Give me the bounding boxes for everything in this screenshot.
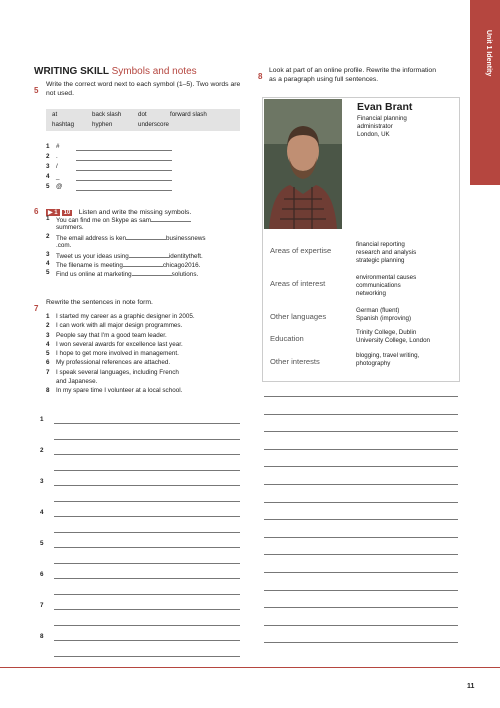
word-option: at [52, 111, 58, 118]
item-number: 7 [46, 368, 50, 376]
item-number: 3 [46, 163, 50, 170]
answer-line[interactable] [54, 485, 240, 486]
item-number: 1 [46, 313, 50, 320]
profile-row-value: German (fluent) [356, 307, 400, 314]
item-number: 7 [40, 602, 44, 609]
item-number: 6 [40, 571, 44, 578]
sentence-text: I started my career as a graphic designer in 2005. [56, 313, 195, 320]
sentence-text: and Japanese. [56, 378, 98, 386]
answer-line[interactable] [54, 423, 240, 424]
exercise-number: 6 [34, 207, 39, 216]
answer-line[interactable] [54, 470, 240, 471]
answer-line[interactable] [54, 516, 240, 517]
symbol: @ [56, 183, 63, 190]
profile-row-label: Other interests [270, 357, 320, 366]
answer-line[interactable] [76, 150, 172, 151]
answer-line[interactable] [54, 609, 240, 610]
exercise-number: 5 [34, 86, 39, 95]
answer-line[interactable] [54, 454, 240, 455]
word-option: hashtag [52, 121, 75, 128]
exercise-number: 8 [258, 72, 263, 81]
word-box [46, 109, 240, 131]
answer-line[interactable] [54, 439, 240, 440]
instruction-text: Rewrite the sentences in note form. [46, 299, 153, 306]
word-option: back slash [92, 111, 122, 118]
sentence-text: The filename is meeting [56, 262, 123, 269]
answer-block [40, 416, 44, 424]
writing-line[interactable] [264, 502, 458, 503]
item-number: 2 [46, 233, 50, 240]
list-item-continued [46, 242, 246, 251]
answer-block [40, 540, 44, 548]
item-number: 4 [46, 340, 50, 348]
writing-line[interactable] [264, 607, 458, 608]
item-number: 5 [40, 540, 44, 547]
word-option: forward slash [170, 111, 207, 118]
symbol: / [56, 163, 58, 170]
writing-line[interactable] [264, 590, 458, 591]
instruction-text: Look at part of an online profile. Rewrite the information [269, 67, 436, 74]
item-number: 6 [46, 359, 50, 367]
list-item [46, 359, 256, 368]
item-number: 1 [40, 416, 44, 423]
sentence-text: I hope to get more involved in management. [56, 350, 179, 358]
instruction-text: as a paragraph using full sentences. [269, 76, 379, 83]
list-item [46, 183, 246, 191]
page-number: 11 [467, 683, 475, 690]
item-number: 2 [40, 447, 44, 454]
profile-row [270, 240, 460, 265]
exercise-8-instruction [258, 66, 468, 84]
profile-role: Financial planning [357, 115, 407, 122]
profile-header [357, 101, 457, 140]
profile-photo [264, 99, 342, 229]
item-number: 2 [46, 322, 50, 330]
answer-line[interactable] [54, 547, 240, 548]
writing-line[interactable] [264, 484, 458, 485]
profile-row-label: Other languages [270, 312, 327, 321]
writing-line[interactable] [264, 519, 458, 520]
list-item [46, 233, 246, 242]
symbol: _ [56, 173, 60, 180]
writing-line[interactable] [264, 449, 458, 450]
item-number: 3 [46, 251, 50, 258]
answer-line[interactable] [54, 640, 240, 641]
list-item-continued [46, 224, 246, 233]
item-number: 8 [40, 633, 44, 640]
instruction-text: Write the correct word next to each symbol (1–5). Two words are not used. [46, 81, 241, 97]
exercise-6-items [46, 215, 246, 278]
list-item [46, 251, 246, 260]
list-item [46, 173, 246, 181]
writing-line[interactable] [264, 414, 458, 415]
answer-block [40, 602, 44, 610]
profile-row [270, 306, 460, 324]
profile-row-label: Education [270, 334, 304, 343]
list-item [46, 269, 246, 278]
list-item-continued [46, 378, 256, 387]
item-number: 5 [46, 350, 50, 358]
writing-line[interactable] [264, 466, 458, 467]
list-item [46, 215, 246, 224]
gap-blank[interactable] [132, 269, 172, 276]
sentence-text: Find us online at marketing [56, 271, 132, 278]
symbol: . [56, 153, 58, 160]
sentence-text: People say that I'm a good team leader. [56, 331, 167, 339]
sentence-text: identitytheft. [168, 253, 203, 260]
instruction-text: Listen and write the missing symbols. [78, 209, 192, 216]
answer-line[interactable] [54, 656, 240, 657]
item-number: 5 [46, 183, 50, 190]
symbol: # [56, 143, 60, 150]
list-item [46, 387, 256, 396]
profile-row-label: Areas of interest [270, 279, 326, 288]
item-number: 3 [40, 478, 44, 485]
sentence-text: .com. [56, 242, 72, 249]
profile-row-value: research and analysis [356, 249, 417, 257]
answer-block [40, 447, 44, 455]
profile-location: London, UK [357, 131, 390, 139]
profile-row [270, 328, 460, 346]
profile-row-value: financial reporting [356, 241, 405, 248]
item-number: 4 [40, 509, 44, 516]
answer-block [40, 509, 44, 517]
answer-line[interactable] [54, 578, 240, 579]
sentence-text: In my spare time I volunteer at a local school. [56, 387, 183, 395]
sentence-text: I speak several languages, including French [56, 368, 179, 376]
sentence-text: Tweet us your ideas using [56, 253, 129, 260]
unit-side-tab [470, 0, 500, 185]
sentence-text: solutions. [171, 271, 199, 278]
writing-line[interactable] [264, 625, 458, 626]
profile-name: Evan Brant [357, 101, 413, 113]
writing-line[interactable] [264, 396, 458, 397]
answer-line[interactable] [76, 170, 172, 171]
heading-sub: Symbols and notes [111, 66, 197, 77]
profile-row-value: environmental causes [356, 274, 417, 281]
profile-role: administrator [357, 123, 393, 131]
gap-blank[interactable] [129, 251, 169, 258]
profile-row-value: strategic planning [356, 257, 405, 265]
list-item [46, 322, 256, 331]
profile-row-value: Trinity College, Dublin [356, 329, 417, 336]
answer-line[interactable] [54, 563, 240, 564]
profile-row [270, 351, 460, 369]
item-number: 1 [46, 143, 50, 150]
item-number: 2 [46, 153, 50, 160]
section-heading [34, 66, 197, 77]
gap-blank[interactable] [151, 215, 191, 222]
answer-line[interactable] [54, 625, 240, 626]
exercise-7-answer-area [40, 416, 245, 666]
list-item [46, 369, 256, 378]
item-number: 4 [46, 260, 50, 267]
profile-row-value: Spanish (improving) [356, 315, 412, 323]
gap-blank[interactable] [123, 260, 163, 267]
list-item [46, 341, 256, 350]
profile-row-value: networking [356, 290, 386, 298]
profile-row-value: University College, London [356, 337, 430, 345]
answer-line[interactable] [76, 190, 172, 191]
audio-track-badge[interactable]: ▶ 1 [48, 210, 58, 216]
heading-bold: WRITING SKILL [34, 66, 109, 77]
list-item [46, 143, 246, 151]
profile-row-value: communications [356, 282, 401, 290]
sentence-text: chicago2016. [162, 262, 201, 269]
unit-tab-label: Unit 1 Identity [485, 30, 492, 77]
exercise-5-instruction [34, 80, 249, 98]
answer-line[interactable] [76, 160, 172, 161]
gap-blank[interactable] [126, 233, 166, 240]
list-item [46, 163, 246, 171]
sentence-text: businessnews [166, 235, 206, 242]
profile-row-value: blogging, travel writing, [356, 352, 420, 359]
sentence-text: summers. [56, 224, 84, 231]
writing-line[interactable] [264, 554, 458, 555]
answer-block [40, 633, 44, 641]
item-number: 5 [46, 269, 50, 276]
sentence-text: The email address is ken [56, 235, 126, 242]
answer-line[interactable] [76, 180, 172, 181]
word-option: dot [138, 111, 147, 118]
answer-block [40, 478, 44, 486]
item-number: 4 [46, 173, 50, 180]
audio-track-number[interactable]: 10 [63, 210, 71, 216]
exercise-number: 7 [34, 304, 39, 313]
answer-line[interactable] [54, 594, 240, 595]
sentence-text: My professional references are attached. [56, 359, 171, 367]
item-number: 8 [46, 387, 50, 395]
answer-line[interactable] [54, 501, 240, 502]
profile-row [270, 273, 460, 298]
writing-line[interactable] [264, 572, 458, 573]
word-option: hyphen [92, 121, 113, 128]
exercise-8-writing-area[interactable] [264, 396, 460, 666]
list-item [46, 332, 256, 341]
profile-row-value: photography [356, 360, 391, 368]
list-item [46, 350, 256, 359]
sentence-text: I won several awards for excellence last year. [56, 340, 183, 348]
writing-line[interactable] [264, 642, 458, 643]
person-photo-icon [264, 99, 342, 229]
profile-row-label: Areas of expertise [270, 246, 332, 255]
list-item [46, 153, 246, 161]
sentence-text: I can work with all major design programmes. [56, 322, 183, 330]
word-option: underscore [138, 121, 169, 128]
item-number: 1 [46, 215, 50, 222]
exercise-7-items [46, 313, 256, 397]
writing-line[interactable] [264, 431, 458, 432]
writing-line[interactable] [264, 537, 458, 538]
sentence-text: You can find me on Skype as sam [56, 217, 151, 224]
answer-line[interactable] [54, 532, 240, 533]
footer-rule [0, 667, 500, 668]
list-item [46, 313, 256, 322]
list-item [46, 260, 246, 269]
item-number: 3 [46, 331, 50, 339]
answer-block [40, 571, 44, 579]
